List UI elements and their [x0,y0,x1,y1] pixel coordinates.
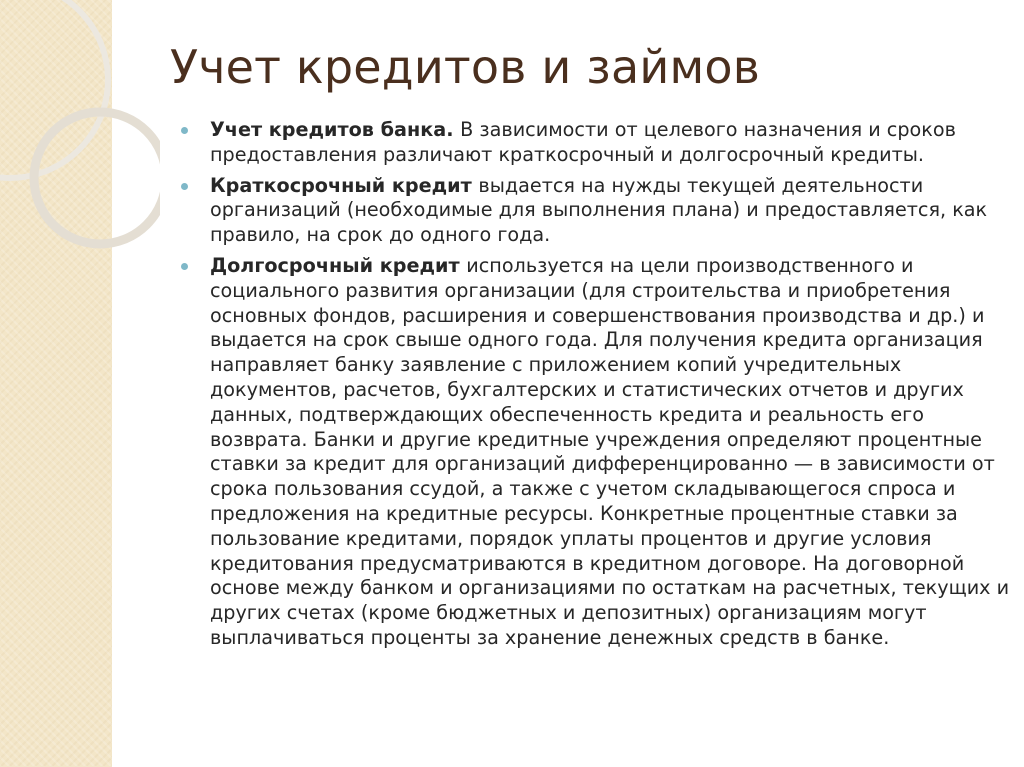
bullet-term: Учет кредитов банка. [210,118,461,141]
bullet-dot-icon [181,127,188,134]
bullet-item-long-term-credit [178,254,1018,651]
bullet-item-bank-credits [178,118,1018,168]
decorative-rings [0,0,160,300]
bullet-text: выдается на нужды текущей деятельности организаций (необходимые для выполнения плана) и предоставляется, как правило, на срок до одного года. [210,173,988,247]
decorative-ring-small [34,112,160,244]
bullet-dot-icon [181,183,188,190]
bullet-dot-icon [181,263,188,270]
bullet-text: В зависимости от целевого назначения и сроков предоставления различают краткосрочный и долгосрочный кредиты. [210,118,956,166]
bullet-text: используется на цели производственного и социального развития организации (для строительства и приобретения основных фондов, расширения и совершенствования производства и др.) и выдается на срок свыше одного года. Для получения кредита организация направляет банку заявление с приложением копий учредительных документов, расчетов, бухгалтерских и статистических отчетов и других данных, подтверждающих обеспеченность кредита и реальность его возврата. Банки и другие кредитные учреждения определяют процентные ставки за кредит для организаций дифференцированно — в зависимости от срока пользования ссудой, а также с учетом складывающегося спроса и предложения на кредитные ресурсы. Конкретные процентные ставки за пользование кредитами, порядок уплаты процентов и другие условия кредитования предусматриваются в кредитном договоре. На договорной основе между банком и организациями по остаткам на расчетных, текущих и других счетах (кроме бюджетных и депозитных) организациям могут выплачиваться проценты за хранение денежных средств в банке. [210,253,1010,649]
slide-title: Учет кредитов и займов [170,40,761,94]
decorative-ring-large [0,0,108,178]
bullet-term: Долгосрочный кредит [210,253,467,277]
bullet-list [178,118,1018,657]
bullet-term: Краткосрочный кредит [210,173,479,197]
bullet-item-short-term-credit [178,174,1018,248]
